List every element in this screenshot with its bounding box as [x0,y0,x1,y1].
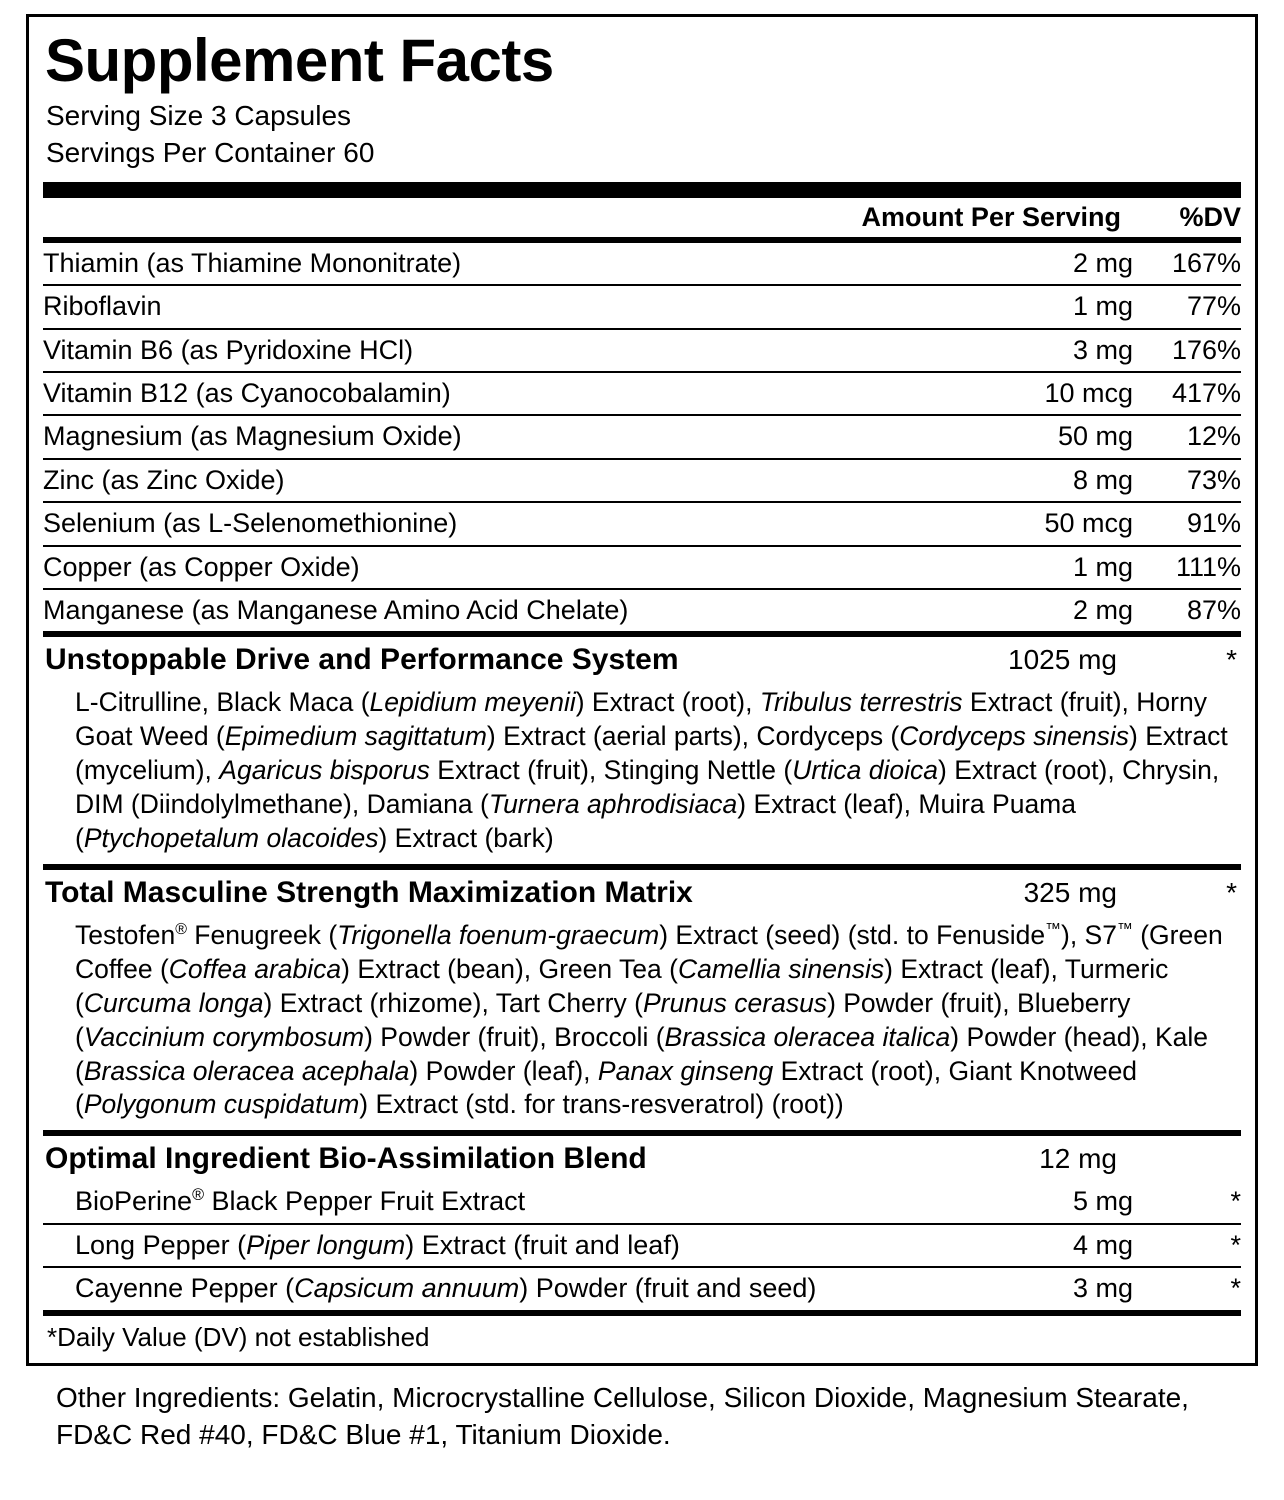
table-row [43,372,1241,415]
nutrient-amount: 1 mg [833,285,1133,328]
blend-3-name: Optimal Ingredient Bio-Assimilation Blend [45,1142,647,1176]
blend-2-dv: * [1226,876,1237,908]
nutrient-name: Riboflavin [43,285,833,328]
blend-1-name: Unstoppable Drive and Performance System [45,643,679,677]
divider-thick [43,182,1241,198]
nutrient-amount: 10 mcg [833,372,1133,415]
nutrient-amount: 2 mg [1072,595,1133,626]
table-row [43,243,1241,285]
blend-3-amount: 12 mg [1039,1143,1117,1175]
nutrient-dv: 73% [1133,459,1241,502]
nutrient-name: Zinc (as Zinc Oxide) [43,459,833,502]
blend-1-ingredients: L-Citrulline, Black Maca (Lepidium meyenii) Extract (root), Tribulus terrestris Extract (fruit), Horny Goat Weed (Epimedium sagittatum) Extract (aerial parts), Cordyceps (Cordyceps sinensis) Extract (mycelium), Agaricus bisporus Extract (fruit), Stinging Nettle (Urtica dioica) Extract (root), Chrysin, DIM (Diindolylmethane), Damiana (Turnera aphrodisiaca) Extract (leaf), Muira Puama (Ptychopetalum olacoides) Extract (bark) [75,687,1228,854]
table-row [43,589,1241,631]
sub-ingredient-amount: 5 mg [833,1181,1133,1223]
nutrient-amount: 2 mg [833,243,1133,285]
nutrient-dv: 77% [1133,285,1241,328]
blend-1-dv: * [1226,644,1237,676]
nutrient-amount: 50 mcg [833,502,1133,545]
nutrient-amount: 50 mg [833,415,1133,458]
header-amount-per-serving: Amount Per Serving [861,201,1121,232]
sub-ingredient-dv: * [1133,1224,1241,1267]
header-percent-dv: %DV [1179,201,1241,232]
blend-1-amount: 1025 mg [1008,644,1117,676]
table-row [43,1181,1241,1223]
table-row [43,459,1241,502]
nutrient-name: Selenium (as L-Selenomethionine) [43,502,833,545]
blend-2-header [43,870,1241,915]
nutrient-dv: 417% [1133,372,1241,415]
sub-ingredient-name: BioPerine® Black Pepper Fruit Extract [43,1181,833,1223]
nutrient-name: Magnesium (as Magnesium Oxide) [43,415,833,458]
nutrient-name: Thiamin (as Thiamine Mononitrate) [43,243,833,285]
serving-size: Serving Size 3 Capsules [46,100,352,131]
table-row [43,285,1241,328]
nutrient-dv: 12% [1133,415,1241,458]
sub-ingredient-dv: * [1133,1181,1241,1223]
nutrient-name: Copper (as Copper Oxide) [43,546,833,589]
nutrient-name: Manganese (as Manganese Amino Acid Chelate) [43,595,629,626]
sub-ingredient-amount: 3 mg [1072,1273,1133,1304]
nutrient-amount: 8 mg [833,459,1133,502]
table-row [43,329,1241,372]
blend-3-header [43,1136,1241,1181]
nutrient-amount: 1 mg [833,546,1133,589]
facts-box [26,14,1258,1366]
nutrient-name: Vitamin B6 (as Pyridoxine HCl) [43,329,833,372]
sub-ingredient-name: Cayenne Pepper (Capsicum annuum) Powder (fruit and seed) [75,1273,817,1304]
table-row [43,546,1241,589]
table-row [43,1224,1241,1267]
nutrient-dv: 111% [1133,546,1241,589]
nutrient-dv: 87% [1186,595,1241,626]
table-row [43,502,1241,545]
daily-value-footnote: *Daily Value (DV) not established [47,1321,430,1352]
page-title: Supplement Facts [45,27,554,94]
column-header-row [43,198,1241,237]
blend-2-ingredients: Testofen® Fenugreek (Trigonella foenum-graecum) Extract (seed) (std. to Fenuside™), S7™ (Green Coffee (Coffea arabica) Extract (bean), Green Tea (Camellia sinensis) Extract (leaf), Turmeric (Curcuma longa) Extract (rhizome), Tart Cherry (Prunus cerasus) Powder (fruit), Blueberry (Vaccinium corymbosum) Powder (fruit), Broccoli (Brassica oleracea italica) Powder (head), Kale (Brassica oleracea acephala) Powder (leaf), Panax ginseng Extract (root), Giant Knotweed (Polygonum cuspidatum) Extract (std. for trans-resveratrol) (root)) [75,919,1223,1120]
sub-ingredient-name: Long Pepper (Piper longum) Extract (fruit and leaf) [43,1224,833,1267]
nutrient-dv: 91% [1133,502,1241,545]
nutrient-table [43,243,1241,632]
sub-ingredient-amount: 4 mg [833,1224,1133,1267]
blend-2-amount: 325 mg [1023,876,1117,908]
blend-1-header [43,637,1241,682]
sub-ingredient-dv: * [1230,1273,1241,1304]
table-row [43,1267,1241,1309]
nutrient-dv: 167% [1133,243,1241,285]
nutrient-amount: 3 mg [833,329,1133,372]
nutrient-name: Vitamin B12 (as Cyanocobalamin) [43,372,833,415]
blend-2-name: Total Masculine Strength Maximization Matrix [45,875,693,909]
blend-3-items [43,1181,1241,1309]
servings-per-container: Servings Per Container 60 [46,136,375,168]
nutrient-dv: 176% [1133,329,1241,372]
table-row [43,415,1241,458]
other-ingredients: Other Ingredients: Gelatin, Microcrystalline Cellulose, Silicon Dioxide, Magnesium Stearate, FD&C Red #40, FD&C Blue #1, Titanium Dioxide. [56,1381,1189,1450]
